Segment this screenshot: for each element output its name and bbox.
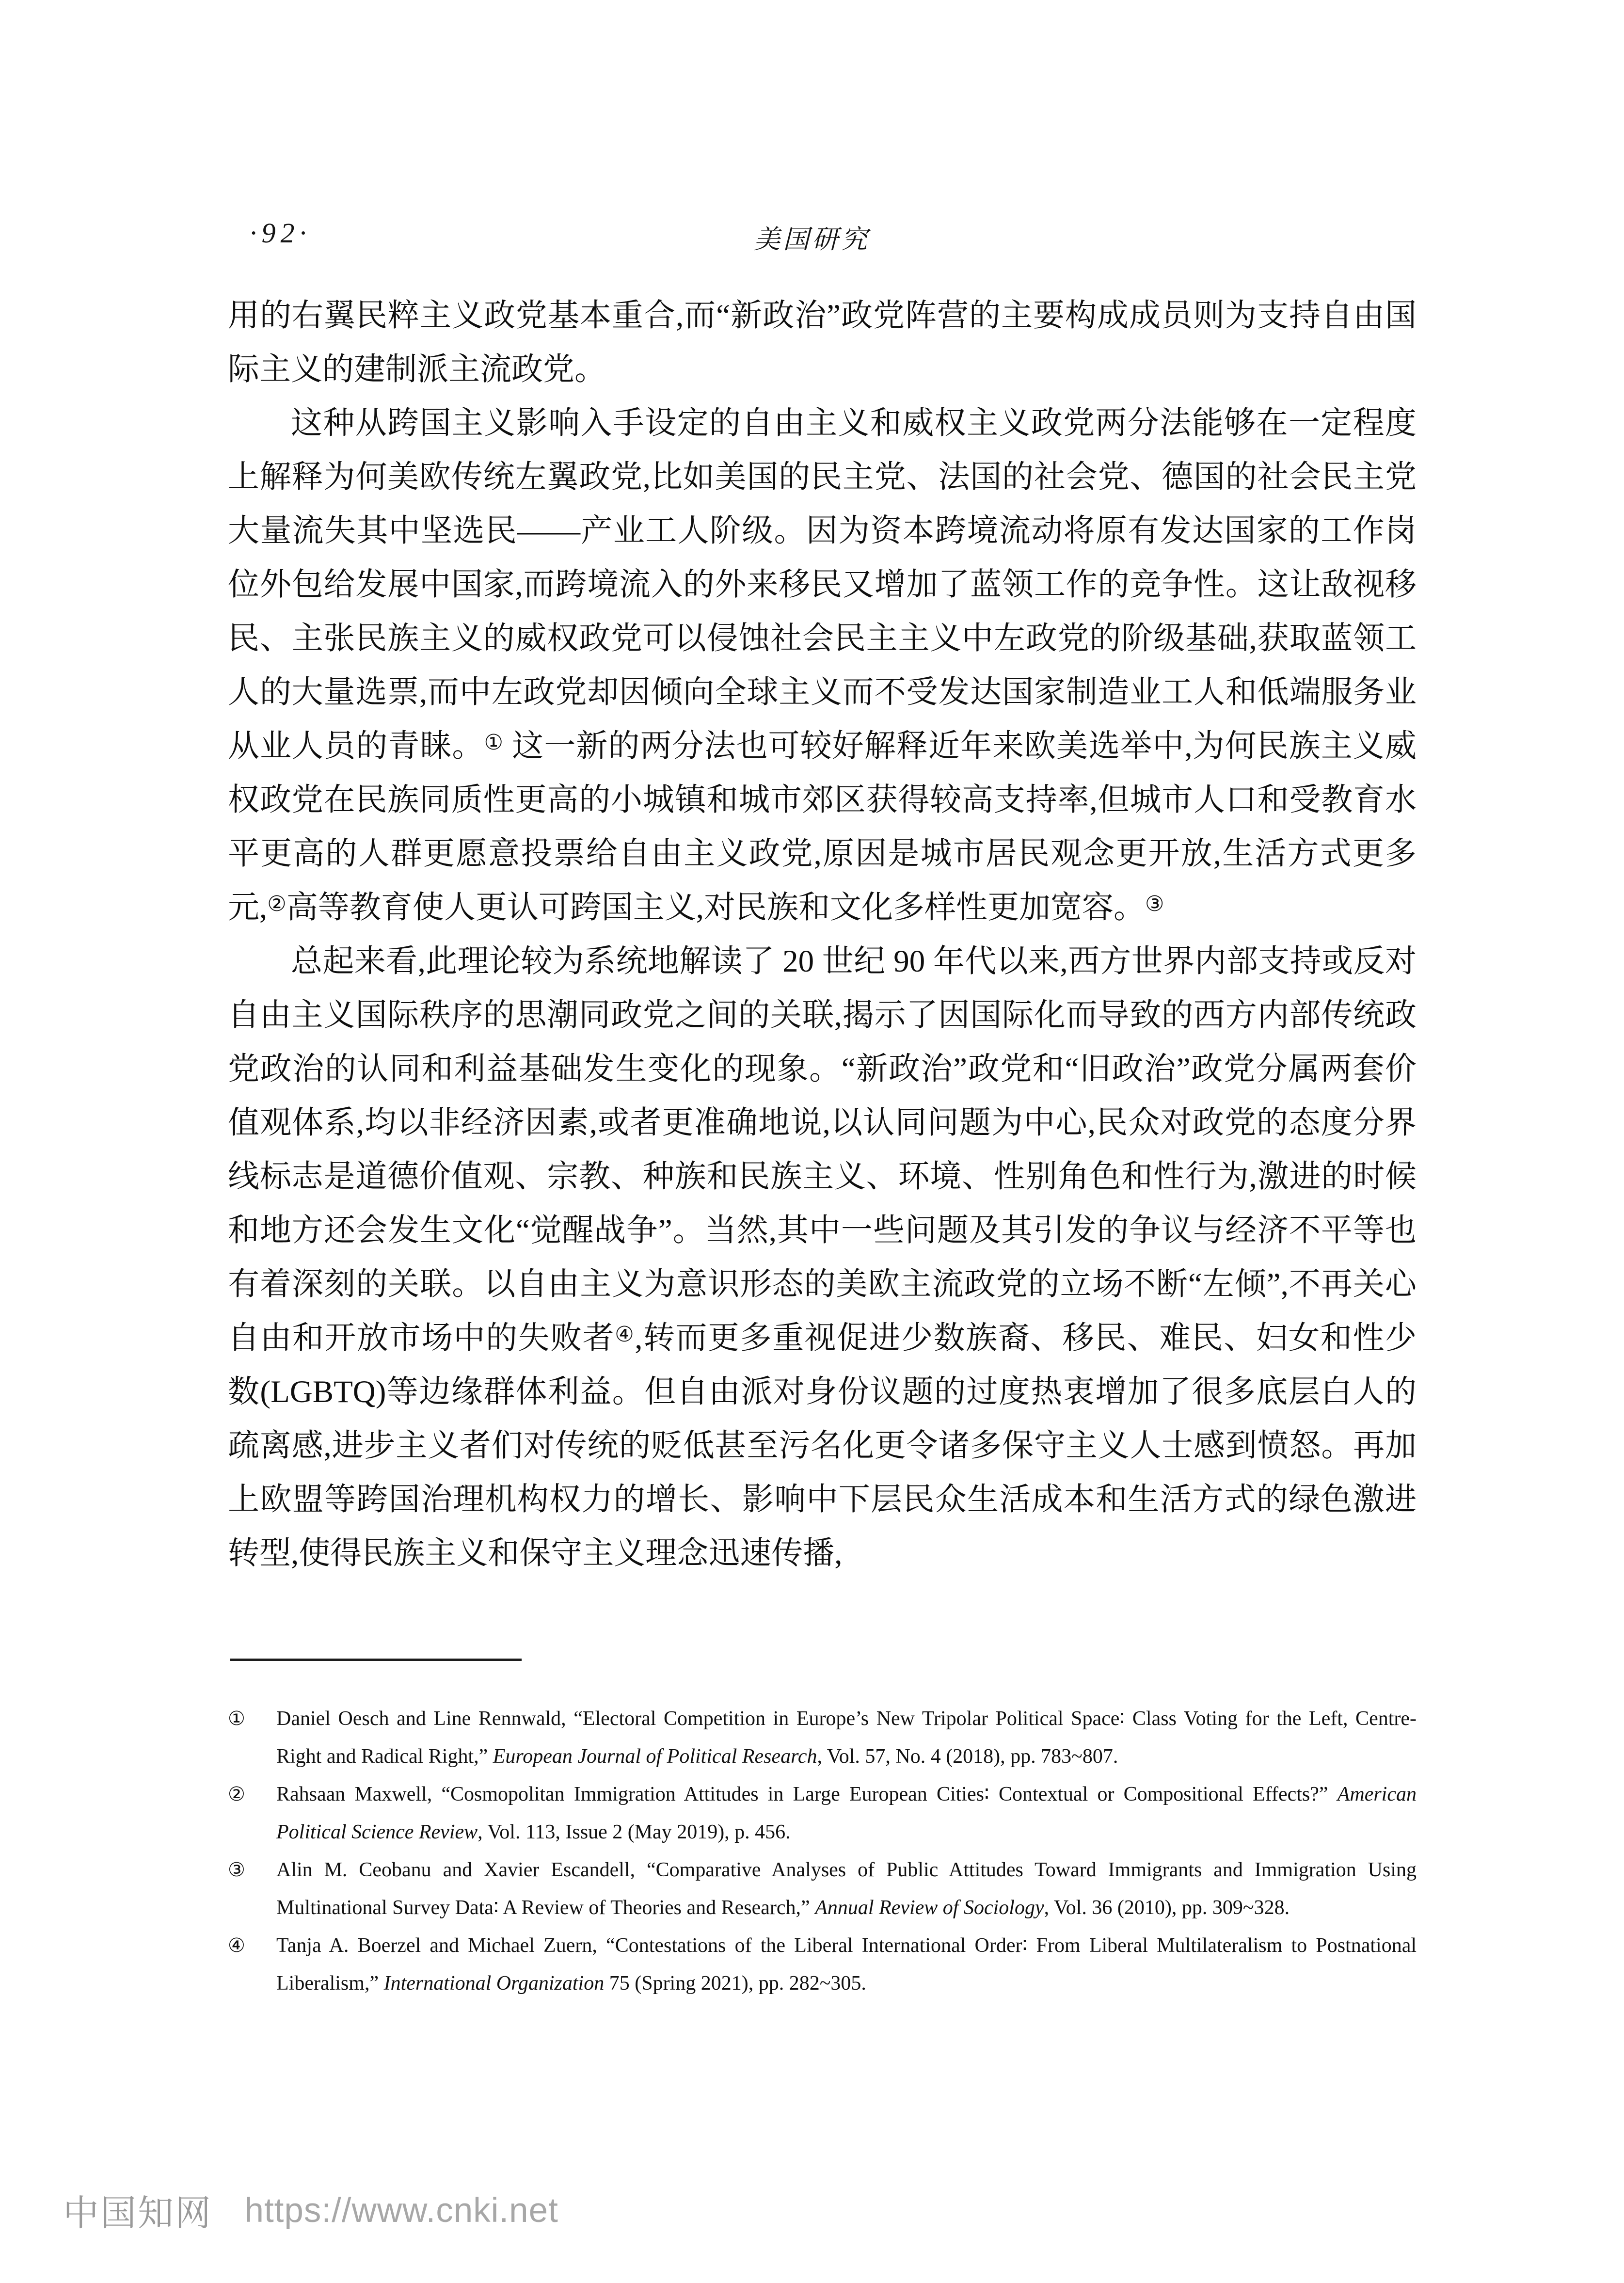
- journal-name-italic: Annual Review of Sociology: [815, 1897, 1044, 1919]
- cnki-watermark: 中国知网: [63, 2193, 212, 2233]
- footnote-marker: ④: [228, 1934, 245, 1957]
- footnote-marker: ①: [228, 1708, 245, 1730]
- body-paragraph: 用的右翼民粹主义政党基本重合,而“新政治”政党阵营的主要构成成员则为支持自由国际主义的建制派主流政党。: [228, 298, 1417, 387]
- cnki-url: https://www.cnki.net: [244, 2191, 558, 2230]
- footnote-item: [228, 1927, 1417, 2002]
- journal-title: 美国研究: [754, 225, 870, 254]
- footnote-marker: ②: [228, 1783, 245, 1805]
- footnote-item: [228, 1775, 1417, 1851]
- journal-name-italic: International Organization: [383, 1972, 605, 1995]
- footnote-item: [228, 1851, 1417, 1927]
- page-footer: [63, 2185, 558, 2233]
- footnote-text: Daniel Oesch and Line Rennwald, “Electoral Competition in Europe’s New Tripolar Political Space∶ Class Voting for the Left, Centre-Right and Radical Right,” European Journal of Political Research, Vol. 57, No. 4 (2018), pp. 783~807.: [276, 1708, 1417, 1768]
- footnote-ref: ④: [615, 1322, 635, 1347]
- footnote-text: Tanja A. Boerzel and Michael Zuern, “Contestations of the Liberal International Order∶ From Liberal Multilateralism to Postnational Liberalism,” International Organization 75 (Spring 2021), pp. 282~305.: [276, 1934, 1417, 1995]
- footnote-text: Alin M. Ceobanu and Xavier Escandell, “Comparative Analyses of Public Attitudes Toward Immigrants and Immigration Using Multinational Survey Data∶ A Review of Theories and Research,” Annual Review of Sociology, Vol. 36 (2010), pp. 309~328.: [276, 1859, 1417, 1919]
- footnote-marker: ③: [228, 1859, 245, 1881]
- body-paragraph: 总起来看,此理论较为系统地解读了 20 世纪 90 年代以来,西方世界内部支持或反对自由主义国际秩序的思潮同政党之间的关联,揭示了因国际化而导致的西方内部传统政党政治的认同和利益基础发生变化的现象。“新政治”政党和“旧政治”政党分属两套价值观体系,均以非经济因素,或者更准确地说,以认同问题为中心,民众对政党的态度分界线标志是道德价值观、宗教、种族和民族主义、环境、性别角色和性行为,激进的时候和地方还会发生文化“觉醒战争”。当然,其中一些问题及其引发的争议与经济不平等也有着深刻的关联。以自由主义为意识形态的美欧主流政党的立场不断“左倾”,不再关心自由和开放市场中的失败者④,转而更多重视促进少数族裔、移民、难民、妇女和性少数(LGBTQ)等边缘群体利益。但自由派对身份议题的过度热衷增加了很多底层白人的疏离感,进步主义者们对传统的贬低甚至污名化更令诸多保守主义人士感到愤怒。再加上欧盟等跨国治理机构权力的增长、影响中下层民众生活成本和生活方式的绿色激进转型,使得民族主义和保守主义理念迅速传播,: [228, 944, 1417, 1571]
- page-header: [0, 217, 1624, 254]
- footnote-ref: ①: [484, 730, 504, 755]
- footnote-text: Rahsaan Maxwell, “Cosmopolitan Immigration Attitudes in Large European Cities∶ Contextual or Compositional Effects?” American Political Science Review, Vol. 113, Issue 2 (May 2019), p. 456.: [276, 1783, 1417, 1843]
- footnote-divider: [230, 1659, 522, 1661]
- article-body: [228, 289, 1417, 1581]
- body-paragraph: 这种从跨国主义影响入手设定的自由主义和威权主义政党两分法能够在一定程度上解释为何美欧传统左翼政党,比如美国的民主党、法国的社会党、德国的社会民主党大量流失其中坚选民——产业工人阶级。因为资本跨境流动将原有发达国家的工作岗位外包给发展中国家,而跨境流入的外来移民又增加了蓝领工作的竞争性。这让敌视移民、主张民族主义的威权政党可以侵蚀社会民主主义中左政党的阶级基础,获取蓝领工人的大量选票,而中左政党却因倾向全球主义而不受发达国家制造业工人和低端服务业从业人员的青睐。① 这一新的两分法也可较好解释近年来欧美选举中,为何民族主义威权政党在民族同质性更高的小城镇和城市郊区获得较高支持率,但城市人口和受教育水平更高的人群更愿意投票给自由主义政党,原因是城市居民观念更开放,生活方式更多元,②高等教育使人更认可跨国主义,对民族和文化多样性更加宽容。③: [228, 406, 1417, 925]
- page-number: ·92·: [250, 217, 311, 249]
- footnotes-section: [228, 1700, 1417, 2002]
- journal-name-italic: European Journal of Political Research: [493, 1745, 817, 1768]
- journal-name-italic: American Political Science Review: [276, 1783, 1417, 1843]
- footnote-item: [228, 1700, 1417, 1775]
- footnote-ref: ③: [1145, 892, 1164, 916]
- footnote-ref: ②: [267, 892, 287, 916]
